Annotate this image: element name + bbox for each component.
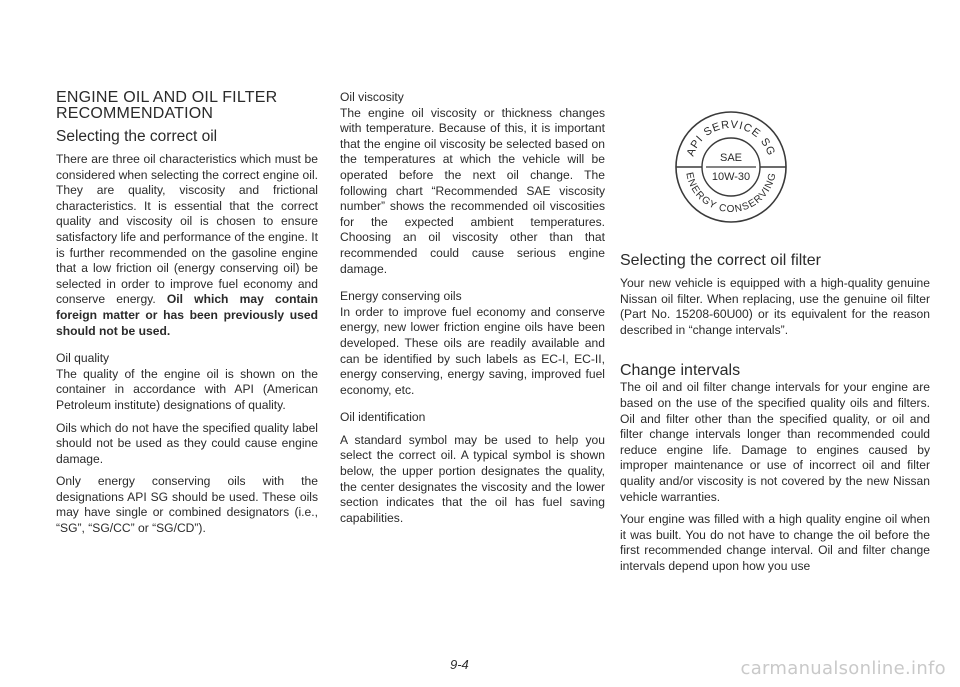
change-intervals-heading: Change intervals — [620, 362, 741, 380]
oil-identification-title: Oil identification — [340, 410, 426, 425]
oil-identification-text: A standard symbol may be used to help you select the correct oil. A typical symbol is shown below, the upper portion designates the quality, the center designates the viscosity and the lower section indicates that the oil has fuel saving capabilities. — [340, 432, 605, 525]
oil-quality-title: Oil quality — [56, 351, 110, 366]
subsection-heading: Selecting the correct oil — [56, 128, 218, 145]
ring-top-text: API SERVICE SG — [684, 118, 778, 158]
watermark: carmanualsonline.info — [740, 658, 946, 679]
center-sae-text: SAE — [719, 152, 743, 164]
column-left — [56, 90, 318, 537]
change-intervals-text: The oil and oil filter change intervals for your engine are based on the use of the specified quality oils and filters. Oil and filter other than the specified quality, or oil and filter change intervals longer than recommended could reduce engine life. Damage to engines caused by improper maintenance or use of incorrect oil and filter quality and/or viscosity is not covered by the new Nissan vehicle warranties. — [620, 380, 930, 504]
warning-text: Oil which may contain foreign matter or has been previously used should not be used. — [56, 292, 319, 338]
filter-heading: Selecting the correct oil filter — [620, 252, 821, 269]
intro-paragraph — [56, 152, 318, 339]
intro-text: There are three oil characteristics which must be considered when selecting the correct engine oil. They are quality, viscosity and frictional characteristics. It is essential that the correct quality and viscosity oil is chosen to ensure satisfactory life and performance of the engine. It is further recommended on the gasoline engine that a low friction oil (energy conserving oil) be selected in order to improve fuel economy and conserve energy. — [56, 152, 318, 307]
api-service-symbol — [672, 108, 790, 226]
ring-bottom-text: ENERGY CONSERVING — [683, 171, 779, 216]
oil-quality-text: The quality of the engine oil is shown on the container in accordance with API (American Petroleum institute) designations of quality. — [56, 366, 318, 412]
quality-label-paragraph: Oils which do not have the specified quality label should not be used as they could cause engine damage. — [56, 420, 318, 466]
filter-text: Your new vehicle is equipped with a high-quality genuine Nissan oil filter. When replacing, use the genuine oil filter (Part No. 15208-60U00) or its equivalent for the reason described in “change intervals”. — [620, 276, 930, 337]
column-middle — [340, 90, 605, 526]
page-number: 9-4 — [450, 657, 469, 672]
designations-paragraph: Only energy conserving oils with the designations API SG should be used. These oils may have single or combined designators (i.e., “SG”, “SG/CC” or “SG/CD”). — [56, 474, 318, 536]
column-right — [620, 108, 930, 575]
energy-oils-title: Energy conserving oils — [340, 289, 462, 304]
center-viscosity-text: 10W-30 — [711, 171, 751, 183]
change-intervals-text-2: Your engine was filled with a high quality engine oil when it was built. You do not have to change the oil before the first recommended change interval. Oil and filter change intervals depend upon how you use — [620, 512, 930, 573]
oil-viscosity-text: The engine oil viscosity or thickness changes with temperature. Because of this, it is important that the engine oil viscosity be selected based on the temperatures at which the vehicle will be operated before the next oil change. The following chart “Recommended SAE viscosity number” shows the recommended oil viscosities for the expected ambient temperatures. Choosing an oil viscosity other than that recommended could cause serious engine damage. — [340, 105, 605, 276]
section-heading: ENGINE OIL AND OIL FILTER RECOMMENDATION — [56, 89, 278, 122]
api-donut-icon — [672, 108, 790, 226]
energy-oils-text: In order to improve fuel economy and conserve energy, new lower friction engine oils have been developed. These oils are readily available and can be identified by such labels as EC-I, EC-II, energy conserving, energy saving, improved fuel economy, etc. — [340, 304, 605, 397]
oil-viscosity-title: Oil viscosity — [340, 90, 404, 104]
